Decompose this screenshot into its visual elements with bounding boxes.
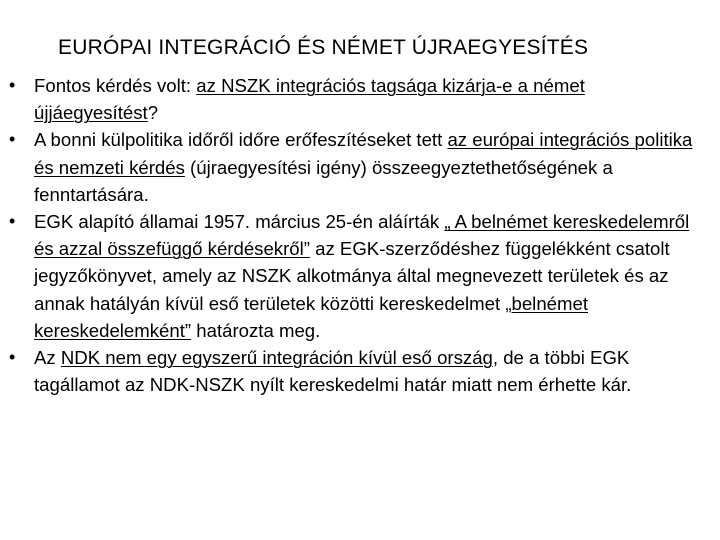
slide-title: EURÓPAI INTEGRÁCIÓ ÉS NÉMET ÚJRAEGYESÍTÉS [58,36,589,59]
bullet-dot-icon: • [9,129,16,150]
text-segment: Fontos kérdés volt: [34,75,197,96]
text-segment: Az [34,347,61,369]
bullet-item [8,208,713,344]
bullet-text [34,211,689,341]
text-segment: határozta meg. [191,319,321,341]
underlined-segment: „ A belnémet kereskedelemről és azzal összefüggő kérdésekről” [34,211,690,260]
bullet-item [8,126,713,208]
text-segment: EGK alapító államai 1957. március 25-én aláírták [34,211,445,233]
bullet-dot-icon: • [9,75,16,95]
underlined-segment: „belnémet kereskedelemként” [34,292,588,341]
underlined-segment: NDK nem egy egyszerű integráción kívül eső ország [60,347,493,369]
bullet-dot-icon: • [9,347,16,368]
text-segment: (újraegyesítési igény) összeegyeztethetőségének a fenntartására. [34,156,613,205]
text-segment: , de a többi EGK tagállamot az NDK-NSZK nyílt kereskedelmi határ miatt nem érhette kár. [34,347,632,396]
text-segment: az EGK-szerződéshez függelékként csatolt jegyzőkönyvet, amely az NSZK alkotmánya által megnevezett területek és az annak hatályán kívül eső területek közötti kereskedelmet [34,238,670,314]
bullet-dot-icon: • [9,211,16,232]
text-segment: ? [147,102,159,124]
bullet-text [34,75,585,123]
underlined-segment: az európai integrációs politika és nemzeti kérdés [34,129,693,178]
underlined-segment: az NSZK integrációs tagsága kizárja-e a német újjáegyesítést [34,75,585,124]
bullet-text [34,129,692,204]
bullet-item [8,344,713,398]
bullet-item [8,72,713,126]
bullet-list [8,72,713,398]
text-segment: A bonni külpolitika időről időre erőfeszítéseket tett [34,129,448,151]
bullet-text [34,347,631,395]
